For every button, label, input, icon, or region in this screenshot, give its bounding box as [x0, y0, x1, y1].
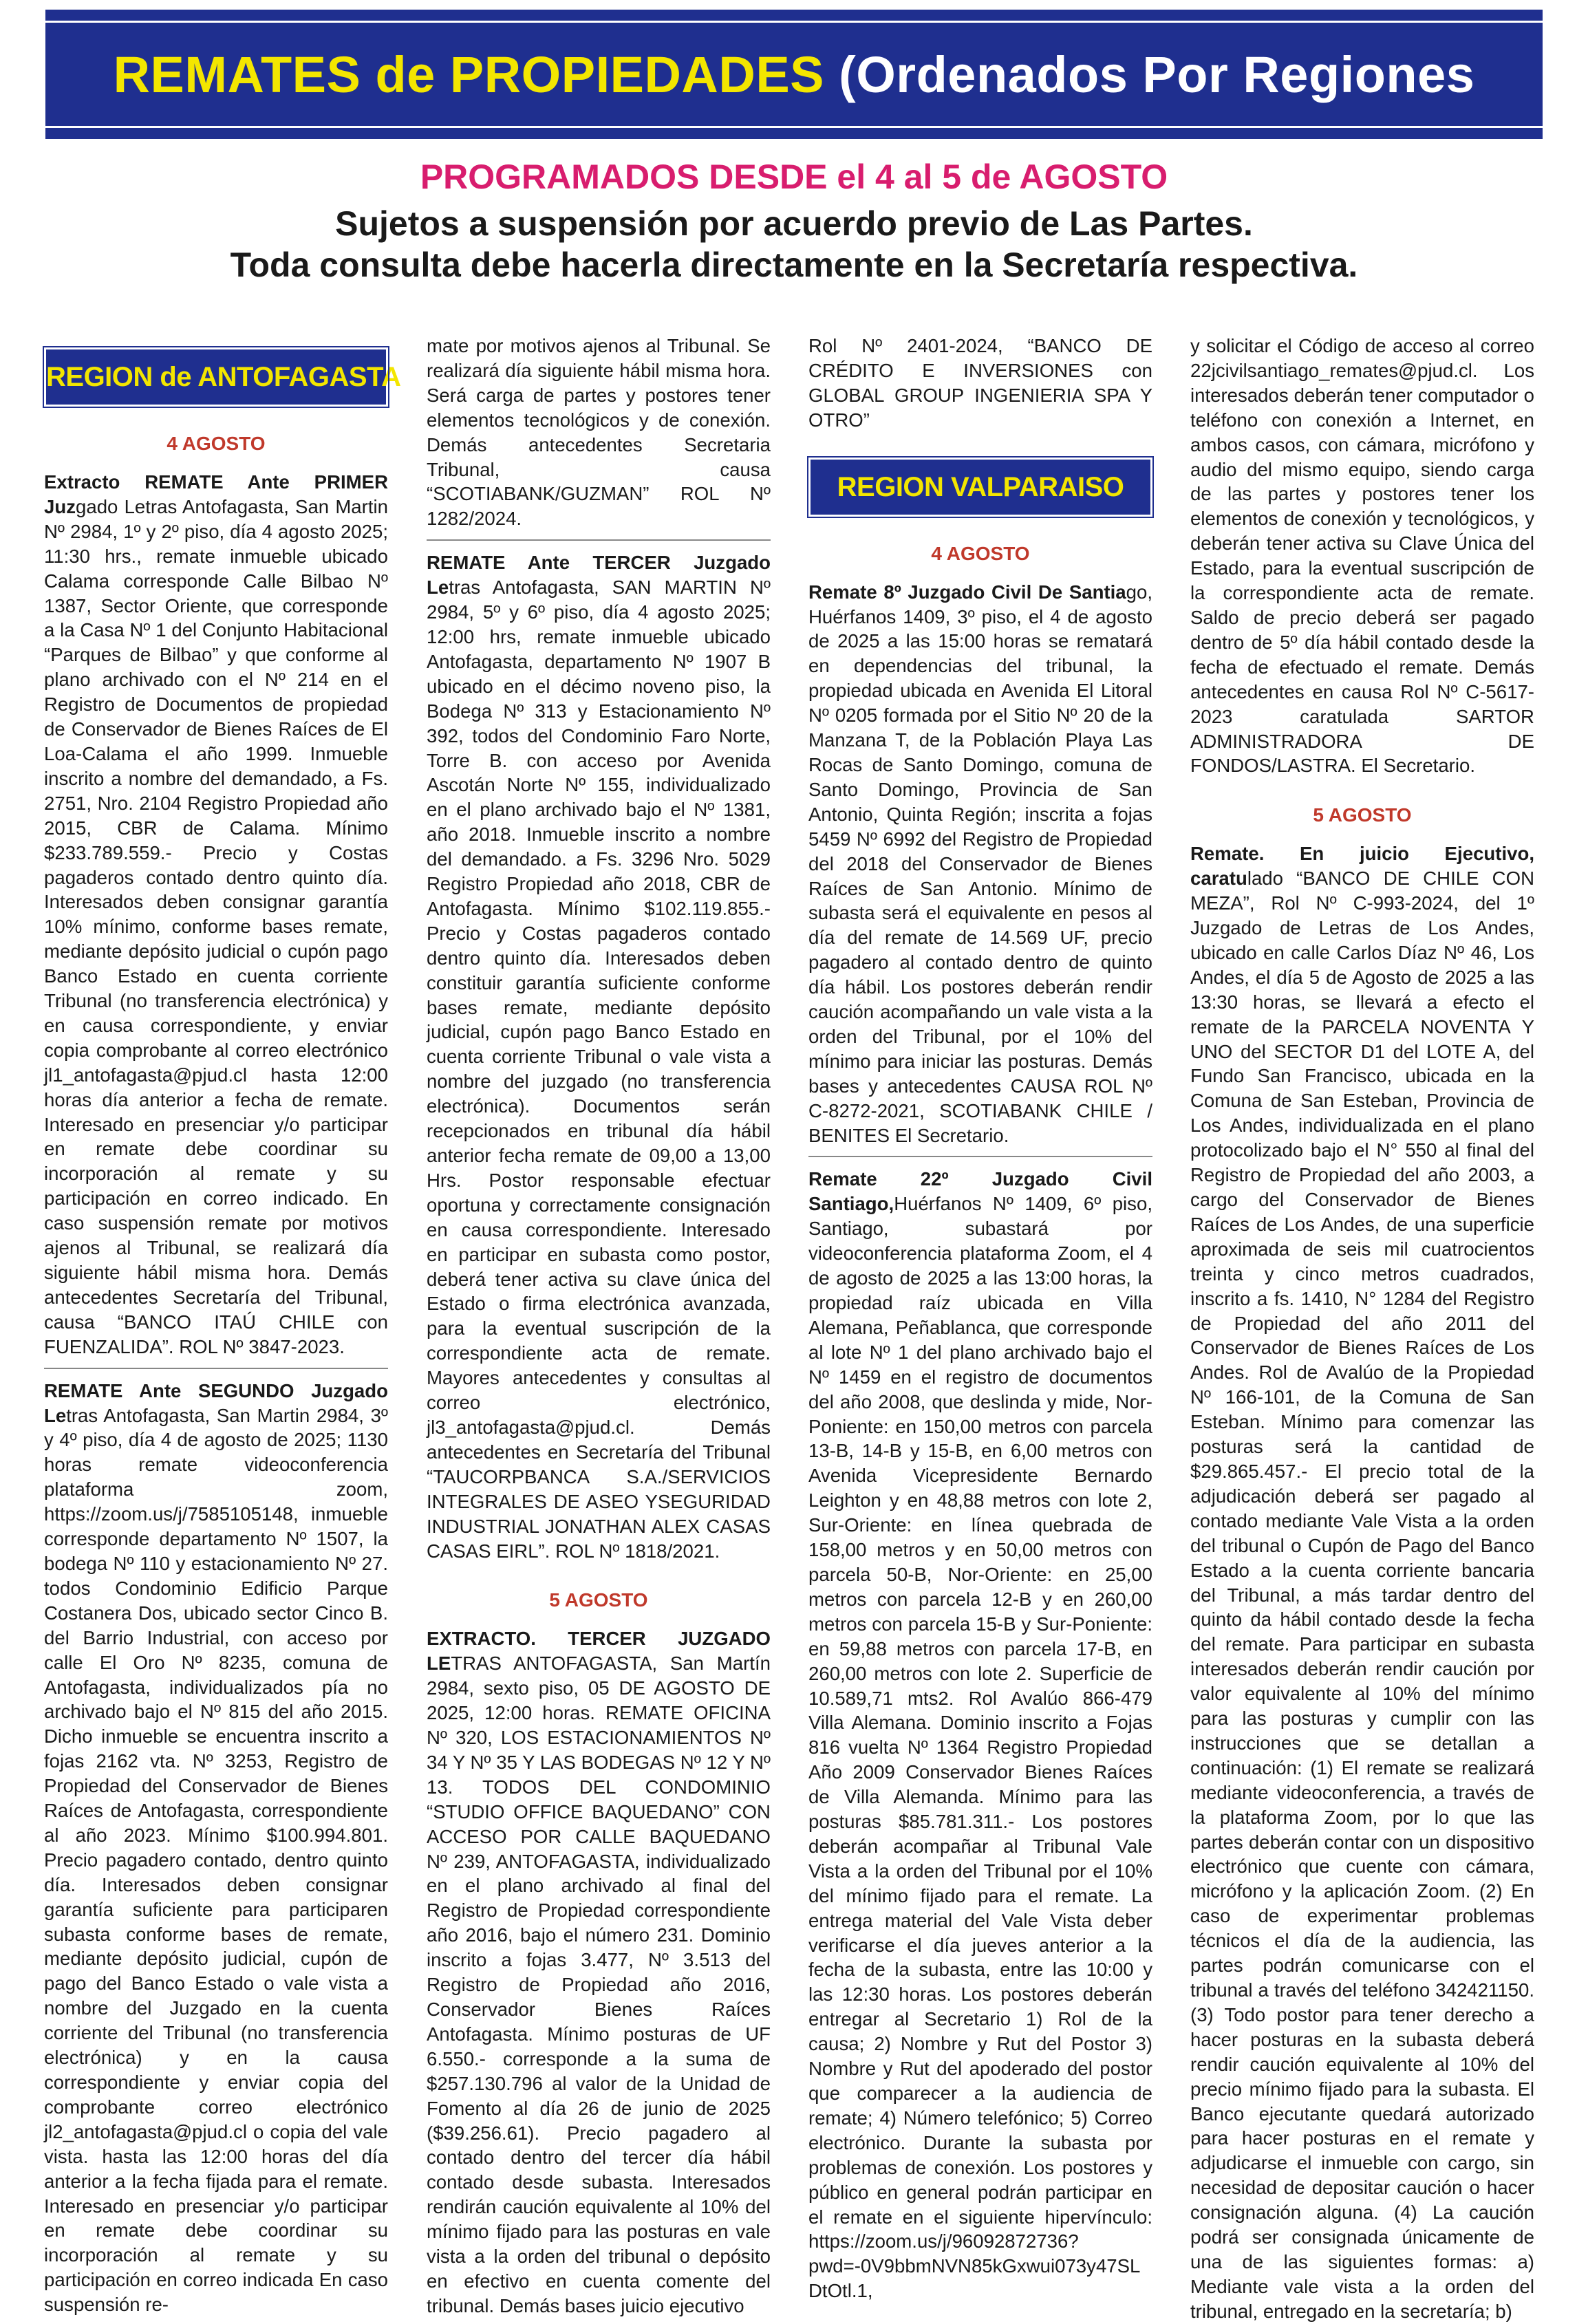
auction-entry	[427, 1626, 771, 2318]
entry-lead: EXTRACTO. TERCER JUZGADO LE	[427, 1628, 771, 1675]
auction-entry	[1190, 841, 1534, 2323]
header-band	[0, 0, 1588, 148]
entry-body: TRAS ANTOFAGASTA, San Martín 2984, sexto piso, 05 DE AGOSTO DE 2025, 12:00 horas. REMATE OFICINA Nº 320, LOS ESTACIONAMIENTOS Nº 34 Y Nº 35 Y LAS BODEGAS Nº 12 Y Nº 13. TODOS DEL CONDOMINIO “STUDIO OFFICE BAQUEDANO” CON ACCESO POR CALLE BAQUEDANO Nº 239, ANTOFAGASTA, individualizado en el plano archivado al final del Registro de Propiedad correspondiente año 2016, bajo el número 231. Dominio inscrito a fojas 3.477, Nº 3.513 del Registro de Propiedad año 2016, Conservador Bienes Raíces Antofagasta. Mínimo posturas de UF 6.550.- corresponde a la suma de $257.130.796 al valor de la Unidad de Fomento al día 26 de junio de 2025 ($39.256.61). Precio pagadero al contado dentro del tercer día hábil contado desde subasta. Interesados rendirán caución equivalente al 10% del mínimo fijado para las posturas en vale vista a la orden del tribunal o depósito en efectivo en cuenta comente del tribunal. Demás bases juicio ejecutivo	[427, 1653, 771, 2316]
auction-entry	[427, 550, 771, 1563]
entry-divider	[808, 1156, 1152, 1157]
region-heading-valparaiso: REGION VALPARAISO	[808, 458, 1152, 517]
entry-body: go, Huérfanos 1409, 3º piso, el 4 de agosto de 2025 a las 15:00 horas se rematará en dependencias del tribunal, la propiedad ubicada en Avenida El Litoral Nº 0205 formada por el Sitio Nº 20 de la Manzana T, de la Población Playa Las Rocas de Santo Domingo, comuna de Santo Domingo, Provincia de San Antonio, Quinta Región; inscrita a fojas 5459 Nº 6992 del Registro de Propiedad del 2018 del Conservador de Bienes Raíces de San Antonio. Mínimo de subasta será el equivalente en pesos al día del remate de 14.569 UF, precio pagadero al contado dentro de quinto día hábil. Los postores deberán rendir caución acompañando un vale vista a la orden del Tribunal, por el 10% del mínimo para iniciar las posturas. Demás bases y antecedentes CAUSA ROL Nº C-8272-2021, SCOTIABANK CHILE / BENITES El Secretario.	[808, 581, 1152, 1146]
region-heading-antofagasta: REGION de ANTOFAGASTA	[44, 347, 388, 407]
column-1	[44, 334, 401, 2317]
entry-lead: Extracto REMATE Ante PRIMER Juz	[44, 471, 388, 517]
entry-divider	[44, 1368, 388, 1369]
entry-lead: Remate 22º Juzgado Civil Santiago,	[808, 1168, 1152, 1215]
auction-entry	[44, 470, 388, 1359]
entry-divider	[427, 539, 771, 541]
entry-lead: Remate 8º Juzgado Civil De Santia	[808, 581, 1126, 603]
notice-line1: Sujetos a suspensión por acuerdo previo de Las Partes.	[335, 204, 1253, 243]
column-2	[427, 334, 771, 2318]
entry-lead: REMATE Ante TERCER Juzgado Le	[427, 552, 771, 599]
date-heading: 5 AGOSTO	[549, 1589, 648, 1611]
auction-entry	[808, 580, 1152, 1148]
auction-entry	[44, 1379, 388, 2317]
auction-entry-continued	[427, 334, 771, 531]
entry-body: gado Letras Antofagasta, San Martin Nº 2984, 1º y 2º piso, día 4 agosto 2025; 11:30 hrs., remate inmueble ubicado Calama corresponde Calle Bilbao Nº 1387, Sector Oriente, que corresponde a la Casa Nº 1 del Conjunto Habitacional “Parques de Bilbao” y que conforme al plano archivado con el Nº 214 en el Registro de Documentos de propiedad de Conservador de Bienes Raíces de El Loa-Calama el año 1999. Inmueble inscrito a nombre del demandado, a Fs. 2751, Nro. 2104 Registro Propiedad año 2015, CBR de Calama. Mínimo $233.789.559.- Precio y Costas pagaderos contado dentro quinto día. Interesados deben consignar garantía 10% mínimo, conforme bases remate, mediante depósito judicial o cupón pago Banco Estado en cuenta corriente Tribunal (no transferencia electrónica) y en causa correspondiente, y enviar copia comprobante al correo electrónico jl1_antofagasta@pjud.cl hasta 12:00 horas día anterior a fecha de remate. Interesado en presenciar y/o participar en remate debe coordinar su incorporación al remate y su participación en correo indicado. En caso suspensión remate por motivos ajenos al Tribunal, se realizará día siguiente hábil misma hora. Demás antecedentes Secretaría del Tribunal, causa “BANCO ITAÚ CHILE con FUENZALIDA”. ROL Nº 3847-2023.	[44, 495, 388, 1357]
title-banner	[45, 7, 1543, 142]
date-heading: 4 AGOSTO	[931, 542, 1030, 564]
subtitle-dates: PROGRAMADOS DESDE el 4 al 5 de AGOSTO	[420, 158, 1168, 196]
page-title	[114, 45, 1475, 104]
entry-lead: REMATE Ante SEGUNDO Juzgado Le	[44, 1379, 388, 1426]
entry-lead: Remate. En juicio Ejecutivo, caratu	[1190, 843, 1534, 890]
date-heading: 4 AGOSTO	[167, 433, 266, 454]
entry-body: Rol Nº 2401-2024, “BANCO DE CRÉDITO E INVERSIONES con GLOBAL GROUP INGENIERIA SPA Y OTRO”	[808, 335, 1152, 431]
title-part2: (Ordenados Por Regiones	[839, 45, 1475, 103]
entry-body: Huérfanos Nº 1409, 6º piso, Santiago, subastará por videoconferencia plataforma Zoom, el 4 de agosto de 2025 a las 13:00 horas, la propiedad raíz ubicada en Villa Alemana, Peñablanca, que corresponde al lote Nº 1 del plano archivado bajo el Nº 1459 en el registro de documentos del año 2008, que deslinda y mide, Nor-Poniente: en 150,00 metros con parcela 13-B, 14-B y 15-B, en 6,00 metros con Avenida Vicepresidente Bernardo Leighton y en 48,88 metros con lote 2, Sur-Oriente: en línea quebrada de 158,00 metros y en 50,00 metros con parcela 50-B, Nor-Oriente: en 25,00 metros con parcela 12-B y en 260,00 metros con parcela 15-B y Sur-Poniente: en 59,88 metros con parcela 17-B, en 260,00 metros con lote 2. Superficie de 10.589,71 mts2. Rol Avalúo 866-479 Villa Alemana. Dominio inscrito a Fojas 816 vuelta Nº 1364 Registro Propiedad Año 2009 Conservador Bienes Raíces de Villa Alemanda. Mínimo para las posturas $85.781.311.- Los postores deberán acompañar al Tribunal Vale Vista a la orden del Tribunal por el 10% del mínimo fijado para el remate. La entrega material del Vale Vista deber verificarse el día jueves anterior a la fecha de la subasta, entre las 10:00 y las 12:30 horas. Los postores deberán entregar al Secretario 1) Rol de la causa; 2) Nombre y Rut del Postor 3) Nombre y Rut del apoderado del postor que comparecer a la audiencia de remate; 4) Número telefónico; 5) Correo electrónico. Durante la subasta por problemas de conexión. Los postores y público en general podrán participar en el remate en el siguiente hipervínculo: https://zoom.us/j/96092872736?pwd=-0V9bbmNVN85kGxwui073y47SLDtOtl.1,	[808, 1193, 1152, 2302]
entry-body: tras Antofagasta, SAN MARTIN Nº 2984, 5º y 6º piso, día 4 agosto 2025; 12:00 hrs, remate inmueble ubicado Antofagasta, departamento Nº 1907 B ubicado en el décimo noveno piso, la Bodega Nº 313 y Estacionamiento Nº 392, todos del Condominio Faro Norte, Torre B. con acceso por Avenida Ascotán Norte Nº 155, individualizado en el plano archivado bajo el Nº 1381, año 2018. Inmueble inscrito a nombre del demandado. a Fs. 3296 Nro. 5029 Registro Propiedad año 2018, CBR de Antofagasta. Mínimo $102.119.855.- Precio y Costas pagaderos contado dentro quinto día. Interesados deben constituir garantía suficiente conforme bases remate, mediante depósito judicial, cupón pago Banco Estado en cuenta corriente Tribunal o vale vista a nombre del juzgado (no transferencia electrónica). Documentos serán recepcionados en tribunal día hábil anterior fecha remate de 09,00 a 13,00 Hrs. Postor responsable efectuar oportuna y correctamente consignación en causa correspondiente. Interesado en participar en subasta como postor, deberá tener activa su clave única del Estado o firma electrónica avanzada, para la eventual suscripción de la correspondiente acta de remate. Mayores antecedentes y consultas al correo electrónico, jl3_antofagasta@pjud.cl. Demás antecedentes en Secretaría del Tribunal “TAUCORPBANCA S.A./SERVICIOS INTEGRALES DE ASEO YSEGURIDAD INDUSTRIAL JONATHAN ALEX CASAS CASAS EIRL”. ROL Nº 1818/2021.	[427, 577, 771, 1562]
auction-entry-continued	[808, 334, 1152, 433]
auction-entry	[808, 1167, 1152, 2303]
entry-body: y solicitar el Código de acceso al correo 22jcivilsantiago_remates@pjud.cl. Los interesados deberán tener computador o teléfono con conexión a Internet, en ambos casos, con cámara, micrófono y audio del mismo equipo, siendo carga de las partes y postores tener los elementos de conexión y tecnológicos, y deberán tener activa su Clave Única del Estado, para la eventual suscripción de la correspondiente acta de remate. Saldo de precio deberá ser pagado dentro de 5º día hábil contado desde la fecha de efectuado el remate. Demás antecedentes en causa Rol Nº C-5617-2023 caratulada SARTOR ADMINISTRADORA DE FONDOS/LASTRA. El Secretario.	[1190, 335, 1534, 777]
notice-line2: Toda consulta debe hacerla directamente en la Secretaría respectiva.	[230, 246, 1358, 284]
entry-body: lado “BANCO DE CHILE CON MEZA”, Rol Nº C-993-2024, del 1º Juzgado de Letras de Los Andes, ubicado en calle Carlos Díaz Nº 46, Los Andes, el día 5 de Agosto de 2025 a las 13:30 horas, se llevará a efecto el remate de la PARCELA NOVENTA Y UNO del SECTOR D1 del LOTE A, del Fundo San Francisco, ubicada en la Comuna de San Esteban, Provincia de Los Andes, individualizada en el plano protocolizado bajo el N° 550 al final del Registro de Propiedad del año 2003, a cargo del Conservador de Bienes Raíces de Los Andes, de una superficie aproximada de seis mil cuatrocientos treinta y cinco metros cuadrados, inscrito a fs. 1410, N° 1284 del Registro de Propiedad del año 2011 del Conservador de Bienes Raíces de Los Andes. Rol de Avalúo de la Propiedad Nº 166-101, de la Comuna de San Esteban. Mínimo para comenzar las posturas será la cantidad de $29.865.457.- El precio total de la adjudicación deberá ser pagado al contado mediante Vale Vista a la orden del tribunal o Cupón de Pago del Banco Estado a la cuenta corriente bancaria del Tribunal, a más tardar dentro del quinto da hábil contado desde la fecha del remate. Para participar en subasta interesados deberán rendir caución por valor equivalente al 10% del mínimo para las posturas y cumplir con las instrucciones que se detallan a continuación: (1) El remate se realizará mediante videoconferencia, a través de la plataforma Zoom, por lo que las partes deberán contar con un dispositivo electrónico que cuente con cámara, micrófono y la aplicación Zoom. (2) En caso de experimentar problemas técnicos el día de la audiencia, las partes podrán comunicarse con el tribunal a través del teléfono 342421150. (3) Todo postor para tener derecho a hacer posturas en la subasta deberá rendir caución equivalente al 10% del precio mínimo fijado para la subasta. El Banco ejecutante quedará autorizado para hacer posturas en el remate y adjudicarse el inmueble con cargo, sin necesidad de depositar caución o hacer consignación alguna. (4) La caución podrá ser consignada únicamente de una de las siguientes formas: a) Mediante vale vista a la orden del tribunal, entregado en la secretaría; b)	[1190, 868, 1534, 2322]
date-heading: 5 AGOSTO	[1313, 804, 1412, 826]
auction-entry-continued	[1190, 334, 1534, 778]
column-4	[1190, 334, 1534, 2324]
entry-body: mate por motivos ajenos al Tribunal. Se realizará día siguiente hábil misma hora. Será carga de partes y postores tener elementos tecnológicos y de conexión. Demás antecedentes Secretaria Tribunal, causa “SCOTIABANK/GUZMAN” ROL Nº 1282/2024.	[427, 335, 771, 530]
column-3	[808, 334, 1152, 2303]
entry-body: tras Antofagasta, San Martin 2984, 3º y 4º piso, día 4 de agosto de 2025; 1130 horas remate videoconferencia plataforma zoom, https://zoom.us/j/7585105148, inmueble corresponde departamento Nº 1507, la bodega Nº 110 y estacionamiento Nº 27. todos Condominio Edificio Parque Costanera Dos, ubicado sector Cinco B. del Barrio Industrial, con acceso por calle El Oro Nº 8235, comuna de Antofagasta, individualizados pía no archivado bajo el Nº 815 del año 2015. Dicho inmueble se encuentra inscrito a fojas 2162 vta. Nº 3253, Registro de Propiedad del Conservador de Bienes Raíces de Antofagasta, correspondiente al año 2023. Mínimo $100.994.801. Precio pagadero contado, dentro quinto día. Interesados deben consignar garantía suficiente para participaren subasta conforme bases de remate, mediante depósito judicial, cupón de pago del Banco Estado o vale vista a nombre del Juzgado en la cuenta corriente del Tribunal (no transferencia electrónica) y en la causa correspondiente y enviar copia del comprobante correo electrónico jl2_antofagasta@pjud.cl o copia del vale vista. hasta las 12:00 horas del día anterior a la fecha fijada para el remate. Interesado en presenciar y/o participar en remate debe coordinar su incorporación al remate y su participación en correo indicada En caso suspensión re-	[44, 1404, 388, 2316]
title-part1: REMATES de PROPIEDADES	[113, 45, 825, 103]
